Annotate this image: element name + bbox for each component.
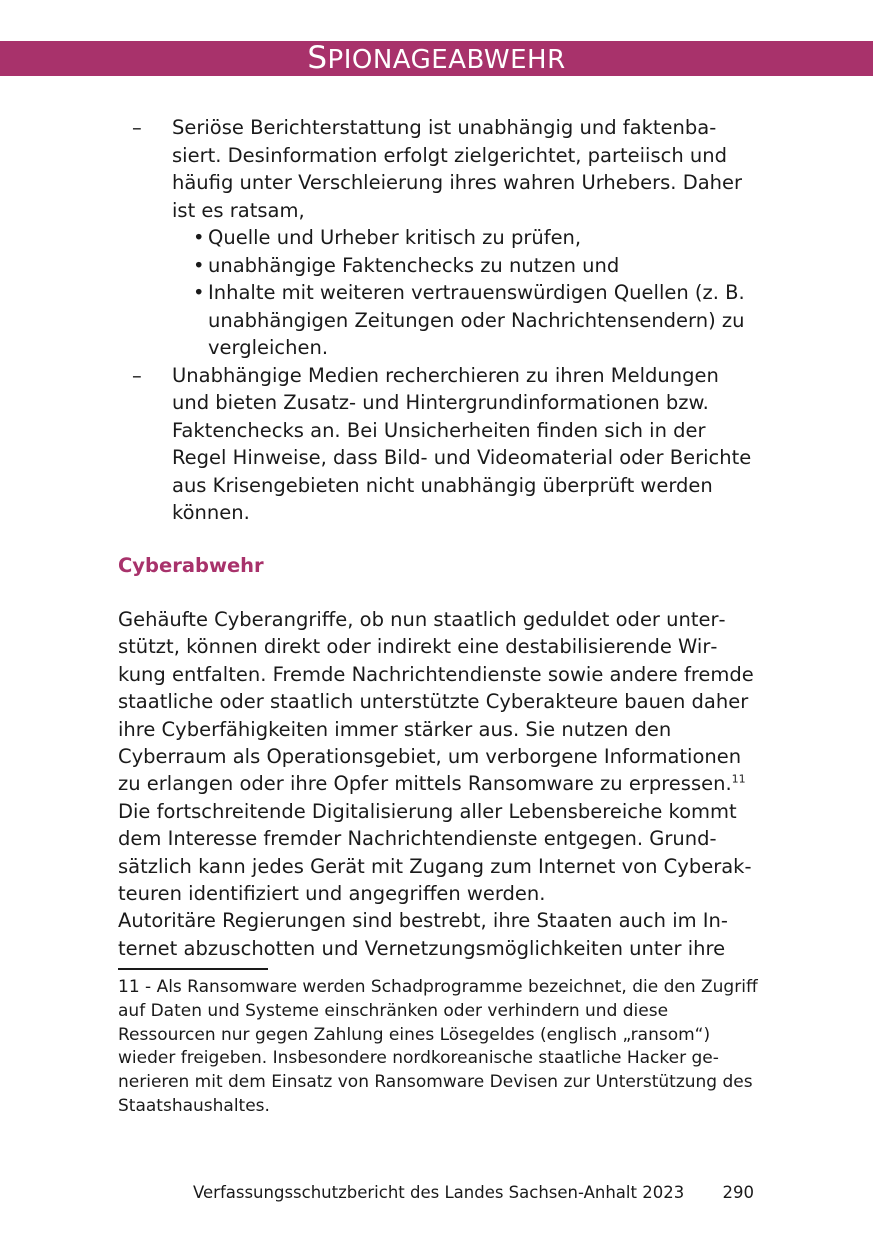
bullet-item-text: Inhalte mit weiteren vertrauenswürdigen Quellen (z. B. unabhängigen Zeitungen oder Nachrichtensendern) zu vergleichen.: [208, 281, 745, 359]
main-content: [118, 114, 758, 527]
footnote: 11 - Als Ransomware werden Schadprogramme bezeichnet, die den Zugriff auf Daten und Systeme einschränken oder verhindern und diese Ressourcen nur gegen Zahlung eines Lösegeldes (englisch „ransom“) wieder freigeben. Insbesondere nordkoreanische staatliche Hacker generieren mit dem Einsatz von Ransomware Devisen zur Unterstützung des Staatshaushaltes.: [118, 977, 758, 1116]
body-text: [118, 606, 758, 962]
footer-title: Verfassungsschutzbericht des Landes Sachsen-Anhalt 2023: [193, 1183, 685, 1202]
dash-marker: –: [132, 363, 142, 387]
section-heading: Cyberabwehr: [118, 554, 264, 577]
header-title-initial: S: [307, 40, 328, 76]
bullet-list: [172, 224, 758, 362]
bullet-item-text: unabhängige Faktenchecks zu nutzen und: [208, 253, 620, 277]
paragraph-text: Gehäufte Cyberangriffe, ob nun staatlich geduldet oder unterstützt, können direkt oder indirekt eine destabilisierende Wirkung entfalten. Fremde Nachrichtendienste sowie andere fremde staatliche oder staatlich unterstützte Cyberakteure bauen daher ihre Cyberfähigkeiten immer stärker aus. Sie nutzen den Cyberraum als Operationsgebiet, um verborgene Informationen zu erlangen oder ihre Opfer mittels Ransomware zu erpressen.: [118, 608, 754, 796]
bullet-item: [172, 252, 758, 280]
footnote-reference[interactable]: 11: [731, 772, 746, 786]
dash-list: [118, 114, 758, 527]
bullet-marker: •: [193, 226, 205, 249]
footnote-divider: [118, 968, 268, 970]
bullet-item: [172, 224, 758, 252]
page-number: 290: [722, 1183, 754, 1202]
bullet-marker: •: [193, 253, 205, 277]
bullet-item: [172, 279, 758, 362]
paragraph: Autoritäre Regierungen sind bestrebt, ihre Staaten auch im Internet abzuschotten und Vernetzungsmöglichkeiten unter ihre: [118, 909, 728, 960]
list-item-text: Unabhängige Medien recherchieren zu ihren Meldungen und bieten Zusatz- und Hintergrundinformationen bzw. Faktenchecks an. Bei Unsicherheiten finden sich in der Regel Hinweise, dass Bild- und Videomaterial oder Berichte aus Krisengebieten nicht unabhängig überprüft werden können.: [172, 363, 752, 524]
section-header-banner: [0, 41, 873, 76]
list-item: [118, 362, 758, 527]
paragraph: Die fortschreitende Digitalisierung aller Lebensbereiche kommt dem Interesse fremder Nachrichtendienste entgegen. Grundsätzlich kann jedes Gerät mit Zugang zum Internet von Cyberakteuren identifiziert und angegriffen werden.: [118, 799, 752, 906]
bullet-marker: •: [193, 281, 205, 304]
dash-marker: –: [132, 116, 142, 139]
list-item-text: Seriöse Berichterstattung ist unabhängig und faktenbasiert. Desinformation erfolgt zielgerichtet, parteiisch und häufig unter Verschleierung ihres wahren Urhebers. Daher ist es ratsam,: [172, 116, 743, 222]
paragraph: [118, 606, 758, 798]
header-title-rest: PIONAGEABWEHR: [327, 45, 566, 75]
list-item: [118, 114, 758, 362]
bullet-item-text: Quelle und Urheber kritisch zu prüfen,: [208, 226, 582, 249]
